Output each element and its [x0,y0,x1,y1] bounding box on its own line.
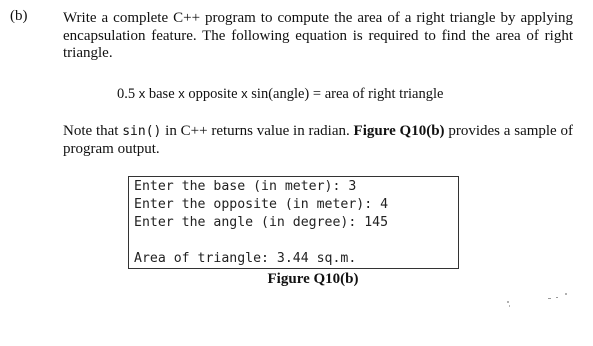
sin-function-code: sin() [122,124,162,139]
equation-part: opposite [184,86,242,102]
area-equation [117,86,443,103]
question-paragraph: Write a complete C++ program to compute the area of a right triangle by applying encapsulation feature. The following equation is required to find the area of right triangle. [63,10,573,61]
figure-caption: Figure Q10(b) [267,271,359,287]
scan-speck [548,298,551,299]
note-text: provides a sample of program output. [63,123,574,157]
scan-speck [507,301,509,303]
program-output-box [128,176,459,269]
multiply-sign: x [241,86,248,101]
note-paragraph [63,123,573,158]
multiply-sign: x [138,86,146,101]
multiply-sign: x [178,86,185,101]
equation-part: base [145,86,179,102]
console-line: Enter the angle (in degree): 145 [134,215,389,230]
note-text: Note that [63,123,123,139]
console-line: Area of triangle: 3.44 sq.m. [134,251,357,266]
equation-part: 0.5 [117,86,139,102]
scan-speck [556,297,558,298]
console-line: Enter the opposite (in meter): 4 [134,197,389,212]
note-text: in C++ returns value in radian. [161,123,354,139]
question-label: (b) [10,8,28,24]
figure-reference: Figure Q10(b) [353,123,445,139]
equation-part: sin(angle) = area of right triangle [247,86,444,102]
console-line: Enter the base (in meter): 3 [134,179,357,194]
scan-speck [565,293,567,295]
scan-speck [509,305,510,307]
